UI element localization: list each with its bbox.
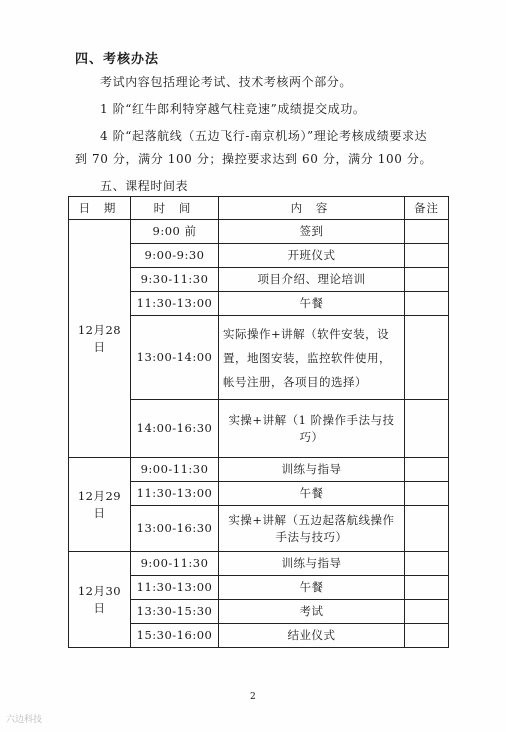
- paragraph-level4-requirement-cont: 到 70 分，满分 100 分；操控要求达到 60 分，满分 100 分。: [75, 152, 433, 166]
- time-cell: 13:00-14:00: [131, 316, 219, 400]
- content-cell: 训练与指导: [219, 458, 405, 482]
- note-cell: [405, 220, 449, 244]
- note-cell: [405, 552, 449, 576]
- content-cell: 签到: [219, 220, 405, 244]
- content-cell: 实操+讲解（1 阶操作手法与技巧）: [219, 400, 405, 458]
- table-row: [69, 458, 449, 482]
- content-cell: 实际操作+讲解（软件安装，设置，地图安装，监控软件使用，帐号注册，各项目的选择）: [219, 316, 405, 400]
- header-date: 日 期: [69, 197, 131, 220]
- note-cell: [405, 482, 449, 506]
- content-cell: 午餐: [219, 482, 405, 506]
- content-cell: 实操+讲解（五边起落航线操作手法与技巧）: [219, 506, 405, 552]
- note-cell: [405, 506, 449, 552]
- note-cell: [405, 244, 449, 268]
- page-number: 2: [250, 692, 256, 702]
- time-cell: 9:00-11:30: [131, 552, 219, 576]
- note-cell: [405, 400, 449, 458]
- time-cell: 13:30-15:30: [131, 600, 219, 624]
- time-cell: 14:00-16:30: [131, 400, 219, 458]
- table-header-row: [69, 197, 449, 220]
- schedule-table: [68, 196, 449, 648]
- date-cell-day3: 12月30日: [69, 552, 131, 648]
- table-row: [69, 220, 449, 244]
- content-cell: 项目介绍、理论培训: [219, 268, 405, 292]
- time-cell: 11:30-13:00: [131, 292, 219, 316]
- date-cell-day2: 12月29日: [69, 458, 131, 552]
- content-cell: 开班仪式: [219, 244, 405, 268]
- content-cell: 考试: [219, 600, 405, 624]
- header-note: 备注: [405, 197, 449, 220]
- time-cell: 9:00-9:30: [131, 244, 219, 268]
- header-time: 时 间: [131, 197, 219, 220]
- time-cell: 9:00-11:30: [131, 458, 219, 482]
- note-cell: [405, 316, 449, 400]
- paragraph-level1-result: 1 阶“红牛郎利特穿越气柱竞速”成绩提交成功。: [100, 102, 366, 116]
- watermark: 六边科技: [6, 715, 43, 725]
- header-content: 内 容: [219, 197, 405, 220]
- note-cell: [405, 624, 449, 648]
- content-cell: 午餐: [219, 292, 405, 316]
- content-cell: 午餐: [219, 576, 405, 600]
- content-cell: 结业仪式: [219, 624, 405, 648]
- table-row: [69, 552, 449, 576]
- time-cell: 11:30-13:00: [131, 576, 219, 600]
- note-cell: [405, 458, 449, 482]
- time-cell: 11:30-13:00: [131, 482, 219, 506]
- paragraph-level4-requirement: 4 阶“起落航线（五边飞行-南京机场）”理论考核成绩要求达: [100, 129, 428, 143]
- note-cell: [405, 292, 449, 316]
- note-cell: [405, 576, 449, 600]
- section-heading-assessment: 四、考核办法: [75, 52, 160, 67]
- note-cell: [405, 268, 449, 292]
- time-cell: 15:30-16:00: [131, 624, 219, 648]
- note-cell: [405, 600, 449, 624]
- content-cell: 训练与指导: [219, 552, 405, 576]
- time-cell: 9:30-11:30: [131, 268, 219, 292]
- time-cell: 9:00 前: [131, 220, 219, 244]
- time-cell: 13:00-16:30: [131, 506, 219, 552]
- section-heading-schedule: 五、课程时间表: [100, 179, 189, 193]
- date-cell-day1: 12月28日: [69, 220, 131, 458]
- paragraph-assessment-content: 考试内容包括理论考试、技术考核两个部分。: [100, 75, 353, 89]
